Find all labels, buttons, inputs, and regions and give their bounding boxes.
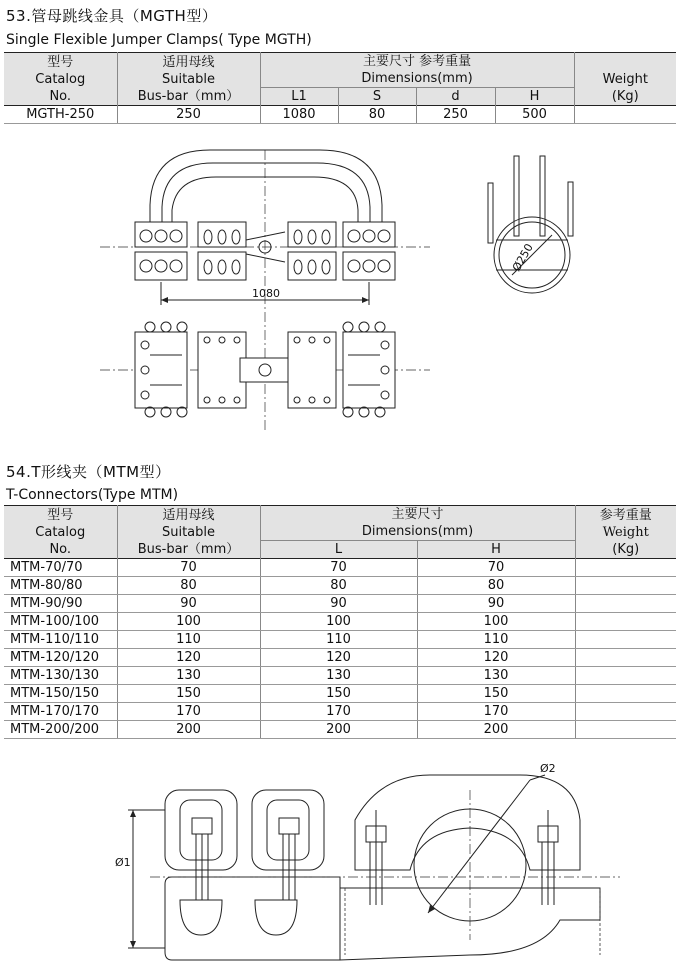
header-h: H [495, 88, 574, 106]
cell-l: 130 [260, 667, 417, 685]
clamp-block-right-outer [343, 222, 395, 280]
header-weight: 参考重量 Weight (Kg) [575, 506, 676, 559]
cell-weight [575, 595, 676, 613]
cell-model: MTM-90/90 [4, 595, 117, 613]
cell-l: 70 [260, 559, 417, 577]
table-row [4, 577, 676, 595]
cell-l: 120 [260, 649, 417, 667]
header-l: L [260, 541, 417, 559]
cell-l: 90 [260, 595, 417, 613]
cell-busbar: 250 [117, 106, 260, 124]
side-view [488, 156, 573, 293]
header-dimensions: 主要尺寸 参考重量 Dimensions(mm) [260, 53, 574, 88]
cell-model: MTM-200/200 [4, 721, 117, 739]
cell-d: 250 [416, 106, 495, 124]
table-row [4, 685, 676, 703]
dimension-d1 [115, 810, 165, 948]
table-row [4, 559, 676, 577]
mgth-spec-table [4, 52, 676, 124]
cell-weight [575, 649, 676, 667]
section-54-subtitle: T-Connectors(Type MTM) [6, 487, 179, 503]
cell-weight [575, 577, 676, 595]
cell-busbar: 170 [117, 703, 260, 721]
header-h: H [417, 541, 575, 559]
table-row [4, 667, 676, 685]
cell-model: MTM-170/170 [4, 703, 117, 721]
cell-model: MTM-130/130 [4, 667, 117, 685]
header-d: d [416, 88, 495, 106]
cell-weight [575, 721, 676, 739]
table-row [4, 595, 676, 613]
table-header-row [4, 506, 676, 541]
clamp-block-left-outer [135, 222, 187, 280]
dimension-d2-label: Ø2 [540, 762, 556, 775]
cell-busbar: 110 [117, 631, 260, 649]
mtm-technical-drawing [0, 750, 700, 979]
section-54-title: 54.T形线夹（MTM型） [6, 463, 171, 481]
mtm-spec-table [4, 505, 676, 739]
dimension-length-label: 1080 [252, 287, 280, 300]
header-l1: L1 [260, 88, 338, 106]
cell-l: 80 [260, 577, 417, 595]
cell-busbar: 90 [117, 595, 260, 613]
header-busbar: 适用母线 Suitable Bus-bar（mm） [117, 506, 260, 559]
cell-h: 170 [417, 703, 575, 721]
cell-weight [575, 631, 676, 649]
dimension-diameter-label: Ø250 [509, 241, 536, 274]
cell-h: 110 [417, 631, 575, 649]
clamp-block-left-inner [198, 222, 246, 280]
cell-busbar: 130 [117, 667, 260, 685]
cell-weight [575, 703, 676, 721]
table-row [4, 631, 676, 649]
cell-h: 80 [417, 577, 575, 595]
cell-h: 70 [417, 559, 575, 577]
table-row [4, 106, 676, 124]
cell-model: MTM-100/100 [4, 613, 117, 631]
cell-model: MGTH-250 [4, 106, 117, 124]
cell-l1: 1080 [260, 106, 338, 124]
cell-h: 150 [417, 685, 575, 703]
cell-l: 170 [260, 703, 417, 721]
table-row [4, 649, 676, 667]
dimension-d1-label: Ø1 [115, 856, 131, 869]
section-53-title: 53.管母跳线金具（MGTH型） [6, 7, 218, 25]
mtm-table-body [4, 559, 676, 739]
cell-model: MTM-70/70 [4, 559, 117, 577]
cell-model: MTM-80/80 [4, 577, 117, 595]
cell-h: 120 [417, 649, 575, 667]
header-s: S [338, 88, 416, 106]
header-dimensions: 主要尺寸 Dimensions(mm) [260, 506, 575, 541]
cell-h: 130 [417, 667, 575, 685]
header-busbar: 适用母线 Suitable Bus-bar（mm） [117, 53, 260, 106]
cell-h: 200 [417, 721, 575, 739]
cell-model: MTM-120/120 [4, 649, 117, 667]
header-model: 型号 Catalog No. [4, 53, 117, 106]
cell-weight [575, 613, 676, 631]
jumper-tube [150, 150, 382, 222]
section-53-subtitle: Single Flexible Jumper Clamps( Type MGTH) [6, 32, 312, 48]
header-weight: Weight (Kg) [574, 53, 676, 106]
cell-weight [575, 559, 676, 577]
cell-l: 110 [260, 631, 417, 649]
cell-busbar: 70 [117, 559, 260, 577]
header-model: 型号 Catalog No. [4, 506, 117, 559]
cell-model: MTM-150/150 [4, 685, 117, 703]
cell-weight [575, 685, 676, 703]
cell-weight [574, 106, 676, 124]
table-row [4, 721, 676, 739]
table-row [4, 703, 676, 721]
cell-busbar: 120 [117, 649, 260, 667]
cell-busbar: 100 [117, 613, 260, 631]
cell-model: MTM-110/110 [4, 631, 117, 649]
cell-l: 150 [260, 685, 417, 703]
cell-weight [575, 667, 676, 685]
table-row [4, 613, 676, 631]
cell-busbar: 150 [117, 685, 260, 703]
cell-l: 100 [260, 613, 417, 631]
cell-busbar: 200 [117, 721, 260, 739]
cell-l: 200 [260, 721, 417, 739]
cell-s: 80 [338, 106, 416, 124]
cell-h: 500 [495, 106, 574, 124]
cell-h: 100 [417, 613, 575, 631]
cell-h: 90 [417, 595, 575, 613]
cell-busbar: 80 [117, 577, 260, 595]
clamp-block-right-inner [288, 222, 336, 280]
mgth-technical-drawing [0, 140, 700, 440]
